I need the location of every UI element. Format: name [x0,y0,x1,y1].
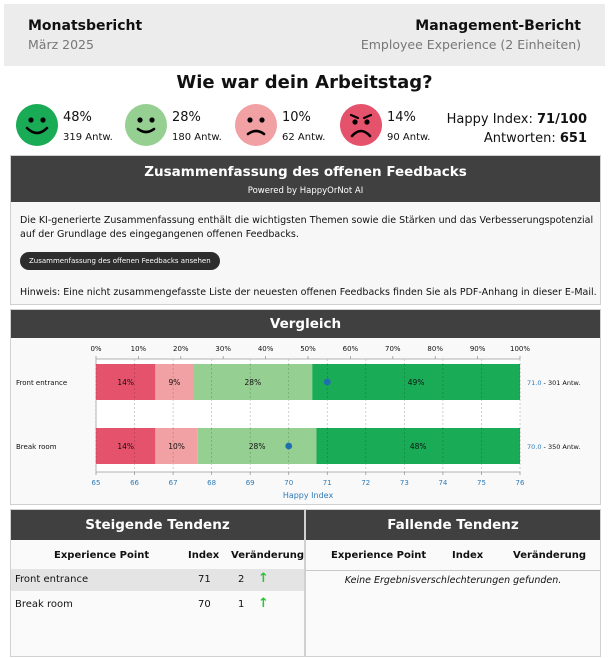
smiley-pct: 14% [387,110,416,125]
index-tick-label: 75 [476,479,486,487]
smiley-count: 62 Antw. [282,132,326,143]
smiley-pct: 10% [282,110,311,125]
category-label: Break room [16,443,57,451]
smiley-pct: 48% [63,110,92,125]
smiley-unhappy [235,104,345,148]
comparison-title: Vergleich [11,310,600,338]
row-change: 1 [238,599,245,610]
bar-segment-label: 14% [117,378,135,387]
smiley-count: 90 Antw. [387,132,431,143]
table-row [11,569,304,591]
pct-tick-label: 40% [257,345,274,353]
report-title: Monatsbericht [28,18,143,34]
smiley-summary [0,104,609,148]
falling-trend-title: Fallende Tendenz [306,510,600,540]
feedback-summary-header [11,156,600,202]
up-arrow-icon: ↑ [258,571,269,586]
col-change: Veränderung [513,550,587,561]
category-label: Front entrance [16,379,68,387]
view-feedback-summary-button[interactable]: Zusammenfassung des offenen Feedbacks ansehen [20,252,220,270]
pct-tick-label: 10% [130,345,147,353]
pct-tick-label: 20% [173,345,189,353]
pct-tick-label: 50% [300,345,316,353]
col-index: Index [188,550,220,561]
row-index-answers-label [527,379,580,387]
pct-tick-label: 90% [469,345,486,353]
bar-segment-label: 28% [248,442,266,451]
feedback-note: Hinweis: Eine nicht zusammengefasste Liste der neuesten offenen Feedbacks finden Sie als PDF-Anhang in dieser E-Mail. [20,287,597,298]
header-right [361,18,581,52]
no-declines-message: Keine Ergebnisverschlechterungen gefunden. [344,575,562,586]
smiley-very-happy [16,104,126,148]
index-tick-label: 65 [91,479,101,487]
pct-tick-label: 70% [385,345,401,353]
row-index: 70 [198,599,211,610]
bar-segment-label: 48% [409,442,427,451]
feedback-summary-title: Zusammenfassung des offenen Feedbacks [144,164,467,180]
col-change: Veränderung [231,550,305,561]
up-arrow-icon: ↑ [258,596,269,611]
table-divider [306,570,600,571]
bar-segment-label: 14% [117,442,135,451]
happy-index-marker [285,443,292,450]
row-point: Break room [15,599,73,610]
row-point: Front entrance [15,574,89,585]
bar-segment-label: 28% [244,378,262,387]
report-scope: Employee Experience (2 Einheiten) [360,37,581,52]
rising-trend-title: Steigende Tendenz [11,510,304,540]
bar-segment-label: 10% [168,442,185,451]
answers-value: 651 [559,131,587,146]
very-unhappy-face-icon [340,104,382,146]
index-tick-label: 67 [168,479,178,487]
very-happy-face-icon [16,104,58,146]
happy-index-label: Happy Index: [446,112,538,127]
survey-question: Wie war dein Arbeitstag? [176,72,433,93]
table-row [11,594,304,616]
powered-by: Powered by HappyOrNot AI [247,186,364,196]
happy-face-icon [125,104,167,146]
index-tick-label: 73 [399,479,409,487]
smiley-happy [125,104,235,148]
happy-index-marker [324,379,331,386]
pct-tick-label: 30% [215,345,231,353]
index-tick-label: 74 [438,479,448,487]
index-tick-label: 70 [284,479,294,487]
col-experience-point: Experience Point [54,550,150,561]
happy-index-axis-label: Happy Index [282,491,334,500]
col-index: Index [452,550,484,561]
bar-segment-label: 9% [168,378,181,387]
col-experience-point: Experience Point [331,550,427,561]
row-index: 71 [198,574,211,585]
comparison-panel [10,309,601,505]
report-header [4,4,605,66]
index-tick-label: 69 [245,479,255,487]
smiley-count: 180 Antw. [172,132,222,143]
index-tick-label: 68 [207,479,217,487]
pct-tick-label: 80% [427,345,443,353]
row-answer-count: - 301 Antw. [541,379,581,387]
bar-segment-label: 49% [407,378,425,387]
row-index-value: 70.0 [527,443,542,451]
happy-index-summary [447,110,587,148]
report-period: März 2025 [28,37,94,52]
pct-tick-label: 0% [90,345,102,353]
index-tick-label: 76 [515,479,525,487]
index-tick-label: 71 [322,479,332,487]
smiley-count: 319 Antw. [63,132,113,143]
falling-trend-panel [305,509,601,657]
happy-index-value: 71/100 [537,112,587,127]
pct-tick-label: 100% [509,345,531,353]
answers-line [447,129,587,148]
row-index-value: 71.0 [527,379,542,387]
feedback-summary-description: Die KI-generierte Zusammenfassung enthält die wichtigsten Themen sowie die Stärken und das Verbesserungspotenzial auf der Grundlage des eingegangenen offenen Feedbacks. [20,215,594,240]
row-answer-count: - 350 Antw. [541,443,581,451]
smiley-pct: 28% [172,110,201,125]
unhappy-face-icon [235,104,277,146]
rising-trend-panel [10,509,305,657]
pct-tick-label: 60% [342,345,359,353]
header-left [28,18,142,52]
feedback-summary-panel [10,155,601,305]
row-change: 2 [238,574,245,585]
index-tick-label: 66 [130,479,140,487]
happy-index-line [447,110,587,129]
comparison-chart [11,339,600,505]
report-type: Management-Bericht [415,18,581,34]
answers-label: Antworten: [483,131,560,146]
smiley-very-unhappy [340,104,450,148]
row-index-answers-label [527,443,580,451]
index-tick-label: 72 [361,479,371,487]
